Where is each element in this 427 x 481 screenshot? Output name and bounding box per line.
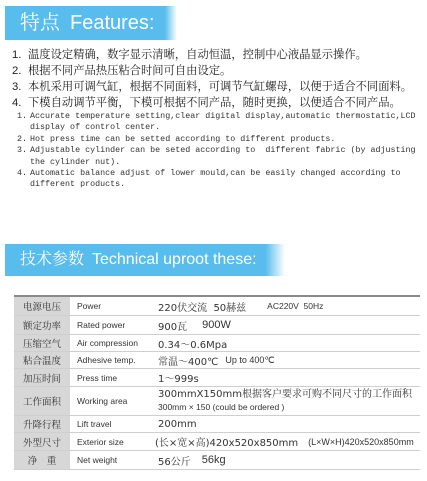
feature-item-en xyxy=(17,168,425,191)
feature-item-cn xyxy=(12,47,412,63)
feature-item-en xyxy=(17,145,425,168)
feature-number: 2. xyxy=(12,65,22,77)
spec-value: 56公斤 xyxy=(158,456,191,468)
spec-label-cn: 净 重 xyxy=(14,451,70,469)
spec-row-rated-power xyxy=(14,316,420,335)
feature-text: 温度设定精确，数字显示清晰，自动恒温，控制中心液晶显示操作。 xyxy=(28,48,367,61)
spec-value: 300mmX150mm根据客户要求可购不同尺寸的工作面积 xyxy=(158,389,412,400)
feature-text: Hot press time can be setted according to different products. xyxy=(30,133,336,144)
features-title-en: Features: xyxy=(70,12,155,34)
spec-value: 常温～400℃ xyxy=(158,356,219,368)
spec-row-exterior-size xyxy=(14,433,420,451)
spec-label-en: Rated power xyxy=(77,320,126,330)
spec-label-en: Adhesive temp. xyxy=(77,355,136,365)
feature-number: 1. xyxy=(12,49,22,61)
specs-title-en: Technical uproot these: xyxy=(92,251,257,268)
spec-value: 220伏交流 50赫兹 xyxy=(158,302,247,314)
spec-value-cell xyxy=(150,352,420,368)
spec-value: (长×宽×高)420x520x850mm xyxy=(155,438,299,449)
features-list-en xyxy=(17,111,425,191)
feature-item-cn xyxy=(12,79,412,95)
spec-value: 0.34～0.6Mpa xyxy=(158,339,228,351)
spec-table xyxy=(14,295,420,470)
spec-row-power xyxy=(14,297,420,316)
spec-value-cell xyxy=(150,369,420,386)
spec-label-en: Air compression xyxy=(77,338,138,348)
feature-item-en xyxy=(17,111,425,134)
spec-value-cell xyxy=(150,335,420,351)
feature-number: 4. xyxy=(17,168,28,179)
spec-value-cell xyxy=(150,316,420,334)
feature-text: Accurate temperature setting,clear digital display,automatic thermostatic,LCD display of control center. xyxy=(30,111,421,133)
feature-text: 根据不同产品热压粘合时间可自由设定。 xyxy=(28,64,232,77)
spec-label-en: Net weight xyxy=(77,455,118,465)
feature-text: Automatic balance adjust of lower mould,can be easily changed according to different products. xyxy=(30,168,406,190)
spec-label-en: Exterior size xyxy=(77,436,124,447)
spec-row-net-weight xyxy=(14,451,420,470)
spec-row-press-time xyxy=(14,369,420,387)
spec-value-en: 300mm × 150 (could be ordered ) xyxy=(158,402,285,412)
spec-label-en: Press time xyxy=(77,372,118,383)
feature-number: 1. xyxy=(17,111,28,121)
feature-item-cn xyxy=(12,63,412,79)
spec-label-cn: 外型尺寸 xyxy=(14,433,70,450)
feature-number: 4. xyxy=(12,97,22,109)
feature-number: 3. xyxy=(12,81,22,93)
spec-label-cn: 工作面积 xyxy=(14,387,70,415)
spec-value-en: (L×W×H)420x520x850mm xyxy=(308,436,414,447)
spec-value-en: AC220V 50Hz xyxy=(267,301,324,311)
spec-value-cell xyxy=(150,416,420,432)
spec-label-cn: 升降行程 xyxy=(14,416,70,432)
feature-item-en xyxy=(17,134,425,145)
specs-banner xyxy=(5,244,285,276)
spec-label-cn: 加压时间 xyxy=(14,369,70,386)
spec-value-cell xyxy=(150,433,420,450)
spec-label-cn: 电源电压 xyxy=(14,297,70,315)
spec-value: 1～999s xyxy=(158,374,199,385)
feature-number: 2. xyxy=(17,133,28,144)
spec-label-en: Working area xyxy=(77,396,128,406)
spec-row-lift-travel xyxy=(14,416,420,433)
feature-text: Adjustable cylinder can be seted according to different fabric (by adjusting the cylinder nut). xyxy=(30,145,421,167)
feature-text: 本机采用可调气缸，根据不同面料，可调节气缸螺母，以便于适合不同面料。 xyxy=(28,80,413,93)
spec-value-en: Up to 400℃ xyxy=(225,354,275,365)
features-banner xyxy=(5,6,177,40)
spec-row-air-compression xyxy=(14,335,420,352)
feature-item-cn xyxy=(12,95,412,111)
spec-label-en: Lift travel xyxy=(77,419,112,429)
specs-title-cn: 技术参数 xyxy=(20,251,85,268)
spec-value-cell xyxy=(150,297,420,315)
spec-value-cell xyxy=(150,451,420,469)
spec-value-en: 900W xyxy=(202,319,231,331)
spec-value-en: 56kg xyxy=(201,454,226,466)
feature-text: 下模自动调节平衡，下模可根据不同产品，随时更换，以便适合不同产品。 xyxy=(28,96,401,109)
spec-label-cn: 压缩空气 xyxy=(14,335,70,351)
spec-value-cell xyxy=(150,387,420,415)
spec-row-adhesive-temp xyxy=(14,352,420,369)
feature-number: 3. xyxy=(17,145,28,156)
spec-label-cn: 额定功率 xyxy=(14,316,70,334)
spec-label-en: Power xyxy=(77,301,102,311)
features-title-cn: 特点 xyxy=(20,12,60,34)
spec-row-working-area xyxy=(14,387,420,416)
spec-value: 200mm xyxy=(158,418,197,430)
features-list-cn xyxy=(12,47,412,111)
spec-label-cn: 粘合温度 xyxy=(14,352,70,368)
spec-value: 900瓦 xyxy=(158,321,188,333)
